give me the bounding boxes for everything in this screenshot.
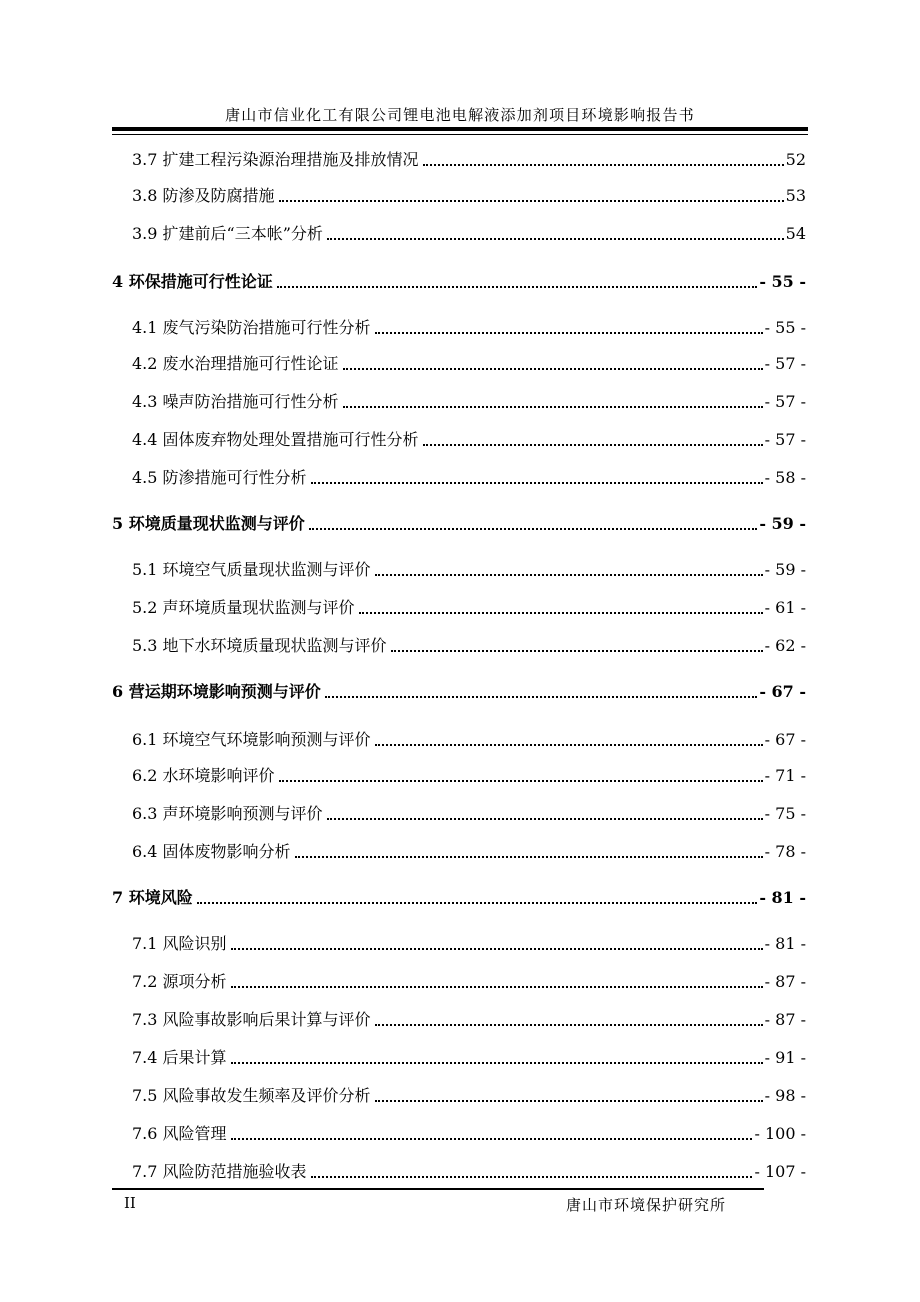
toc-entry-page: - 57 - — [764, 392, 806, 411]
toc-chapter-entry[interactable] — [112, 508, 806, 534]
toc-entry-label: 7.2 源项分析 — [132, 972, 227, 991]
toc-dot-leader — [279, 200, 784, 202]
toc-entry-page: 52 — [785, 150, 806, 169]
toc-entry-label: 4.5 防渗措施可行性分析 — [132, 468, 307, 487]
toc-section-entry[interactable] — [112, 144, 806, 170]
toc-dot-leader — [359, 612, 763, 614]
toc-entry-page: - 91 - — [764, 1048, 806, 1067]
toc-entry-label: 5.3 地下水环境质量现状监测与评价 — [132, 636, 387, 655]
toc-entry-label: 4.3 噪声防治措施可行性分析 — [132, 392, 339, 411]
toc-entry-label: 7.4 后果计算 — [132, 1048, 227, 1067]
toc-section-entry[interactable] — [112, 386, 806, 412]
toc-entry-page: - 87 - — [764, 972, 806, 991]
toc-section-entry[interactable] — [112, 798, 806, 824]
toc-entry-label: 4 环保措施可行性论证 — [112, 272, 273, 291]
toc-entry-page: - 55 - — [764, 318, 806, 337]
toc-entry-page: - 100 - — [754, 1124, 806, 1143]
toc-section-entry[interactable] — [112, 928, 806, 954]
toc-dot-leader — [423, 164, 784, 166]
toc-dot-leader — [375, 1100, 763, 1102]
toc-entry-label: 6.1 环境空气环境影响预测与评价 — [132, 730, 371, 749]
toc-entry-page: - 107 - — [754, 1162, 806, 1181]
toc-chapter-entry[interactable] — [112, 882, 806, 908]
toc-dot-leader — [375, 1024, 763, 1026]
toc-entry-page: - 71 - — [764, 766, 806, 785]
toc-entry-label: 7.7 风险防范措施验收表 — [132, 1162, 307, 1181]
toc-entry-page: - 81 - — [759, 888, 806, 907]
toc-entry-label: 3.7 扩建工程污染源治理措施及排放情况 — [132, 150, 419, 169]
toc-entry-page: - 58 - — [764, 468, 806, 487]
toc-section-entry[interactable] — [112, 836, 806, 862]
toc-entry-page: - 87 - — [764, 1010, 806, 1029]
toc-section-entry[interactable] — [112, 424, 806, 450]
toc-entry-label: 5.1 环境空气质量现状监测与评价 — [132, 560, 371, 579]
toc-entry-page: - 57 - — [764, 430, 806, 449]
toc-section-entry[interactable] — [112, 1156, 806, 1182]
toc-entry-label: 7.6 风险管理 — [132, 1124, 227, 1143]
toc-dot-leader — [231, 1138, 753, 1140]
footer-organization: 唐山市环境保护研究所 — [566, 1196, 727, 1214]
toc-section-entry[interactable] — [112, 1004, 806, 1030]
toc-section-entry[interactable] — [112, 462, 806, 488]
toc-entry-label: 6.4 固体废物影响分析 — [132, 842, 291, 861]
toc-dot-leader — [231, 986, 763, 988]
toc-section-entry[interactable] — [112, 1080, 806, 1106]
toc-entry-page: - 61 - — [764, 598, 806, 617]
toc-section-entry[interactable] — [112, 1118, 806, 1144]
toc-dot-leader — [327, 818, 763, 820]
toc-entry-label: 4.1 废气污染防治措施可行性分析 — [132, 318, 371, 337]
toc-dot-leader — [309, 528, 758, 530]
toc-entry-label: 4.2 废水治理措施可行性论证 — [132, 354, 339, 373]
toc-entry-page: - 55 - — [759, 272, 806, 291]
toc-entry-page: - 67 - — [759, 682, 806, 701]
toc-dot-leader — [375, 332, 763, 334]
toc-dot-leader — [279, 780, 763, 782]
toc-entry-label: 3.9 扩建前后“三本帐”分析 — [132, 224, 323, 243]
footer-page-number: II — [124, 1194, 136, 1212]
toc-section-entry[interactable] — [112, 630, 806, 656]
toc-dot-leader — [325, 696, 758, 698]
toc-dot-leader — [311, 1176, 753, 1178]
header-rule-thin — [112, 134, 808, 135]
toc-entry-page: - 81 - — [764, 934, 806, 953]
toc-entry-page: - 75 - — [764, 804, 806, 823]
toc-entry-page: - 67 - — [764, 730, 806, 749]
footer-rule — [112, 1188, 764, 1190]
toc-dot-leader — [375, 574, 763, 576]
toc-section-entry[interactable] — [112, 348, 806, 374]
toc-entry-page: - 98 - — [764, 1086, 806, 1105]
toc-dot-leader — [343, 406, 763, 408]
header-rule-thick — [112, 127, 808, 131]
toc-entry-label: 7.3 风险事故影响后果计算与评价 — [132, 1010, 371, 1029]
toc-section-entry[interactable] — [112, 724, 806, 750]
toc-section-entry[interactable] — [112, 966, 806, 992]
toc-section-entry[interactable] — [112, 1042, 806, 1068]
toc-dot-leader — [391, 650, 763, 652]
toc-dot-leader — [343, 368, 763, 370]
toc-dot-leader — [311, 482, 763, 484]
toc-section-entry[interactable] — [112, 592, 806, 618]
toc-entry-label: 6 营运期环境影响预测与评价 — [112, 682, 321, 701]
toc-entry-page: - 59 - — [759, 514, 806, 533]
toc-dot-leader — [231, 948, 763, 950]
toc-dot-leader — [231, 1062, 763, 1064]
toc-entry-label: 4.4 固体废弃物处理处置措施可行性分析 — [132, 430, 419, 449]
toc-chapter-entry[interactable] — [112, 266, 806, 292]
toc-dot-leader — [375, 744, 763, 746]
toc-entry-label: 6.3 声环境影响预测与评价 — [132, 804, 323, 823]
toc-section-entry[interactable] — [112, 554, 806, 580]
toc-entry-label: 6.2 水环境影响评价 — [132, 766, 275, 785]
toc-entry-page: - 57 - — [764, 354, 806, 373]
toc-section-entry[interactable] — [112, 218, 806, 244]
toc-section-entry[interactable] — [112, 312, 806, 338]
toc-entry-label: 5 环境质量现状监测与评价 — [112, 514, 305, 533]
toc-section-entry[interactable] — [112, 760, 806, 786]
toc-entry-label: 7.5 风险事故发生频率及评价分析 — [132, 1086, 371, 1105]
toc-entry-page: 54 — [785, 224, 806, 243]
toc-entry-label: 5.2 声环境质量现状监测与评价 — [132, 598, 355, 617]
toc-section-entry[interactable] — [112, 180, 806, 206]
toc-dot-leader — [327, 238, 784, 240]
toc-chapter-entry[interactable] — [112, 676, 806, 702]
toc-entry-page: - 59 - — [764, 560, 806, 579]
toc-dot-leader — [277, 286, 758, 288]
toc-entry-label: 7.1 风险识别 — [132, 934, 227, 953]
toc-dot-leader — [423, 444, 763, 446]
toc-entry-page: - 62 - — [764, 636, 806, 655]
toc-entry-page: - 78 - — [764, 842, 806, 861]
toc-entry-page: 53 — [785, 186, 806, 205]
toc-entry-label: 3.8 防渗及防腐措施 — [132, 186, 275, 205]
toc-dot-leader — [197, 902, 758, 904]
toc-dot-leader — [295, 856, 763, 858]
toc-entry-label: 7 环境风险 — [112, 888, 193, 907]
page-header-title: 唐山市信业化工有限公司锂电池电解液添加剂项目环境影响报告书 — [225, 106, 695, 124]
